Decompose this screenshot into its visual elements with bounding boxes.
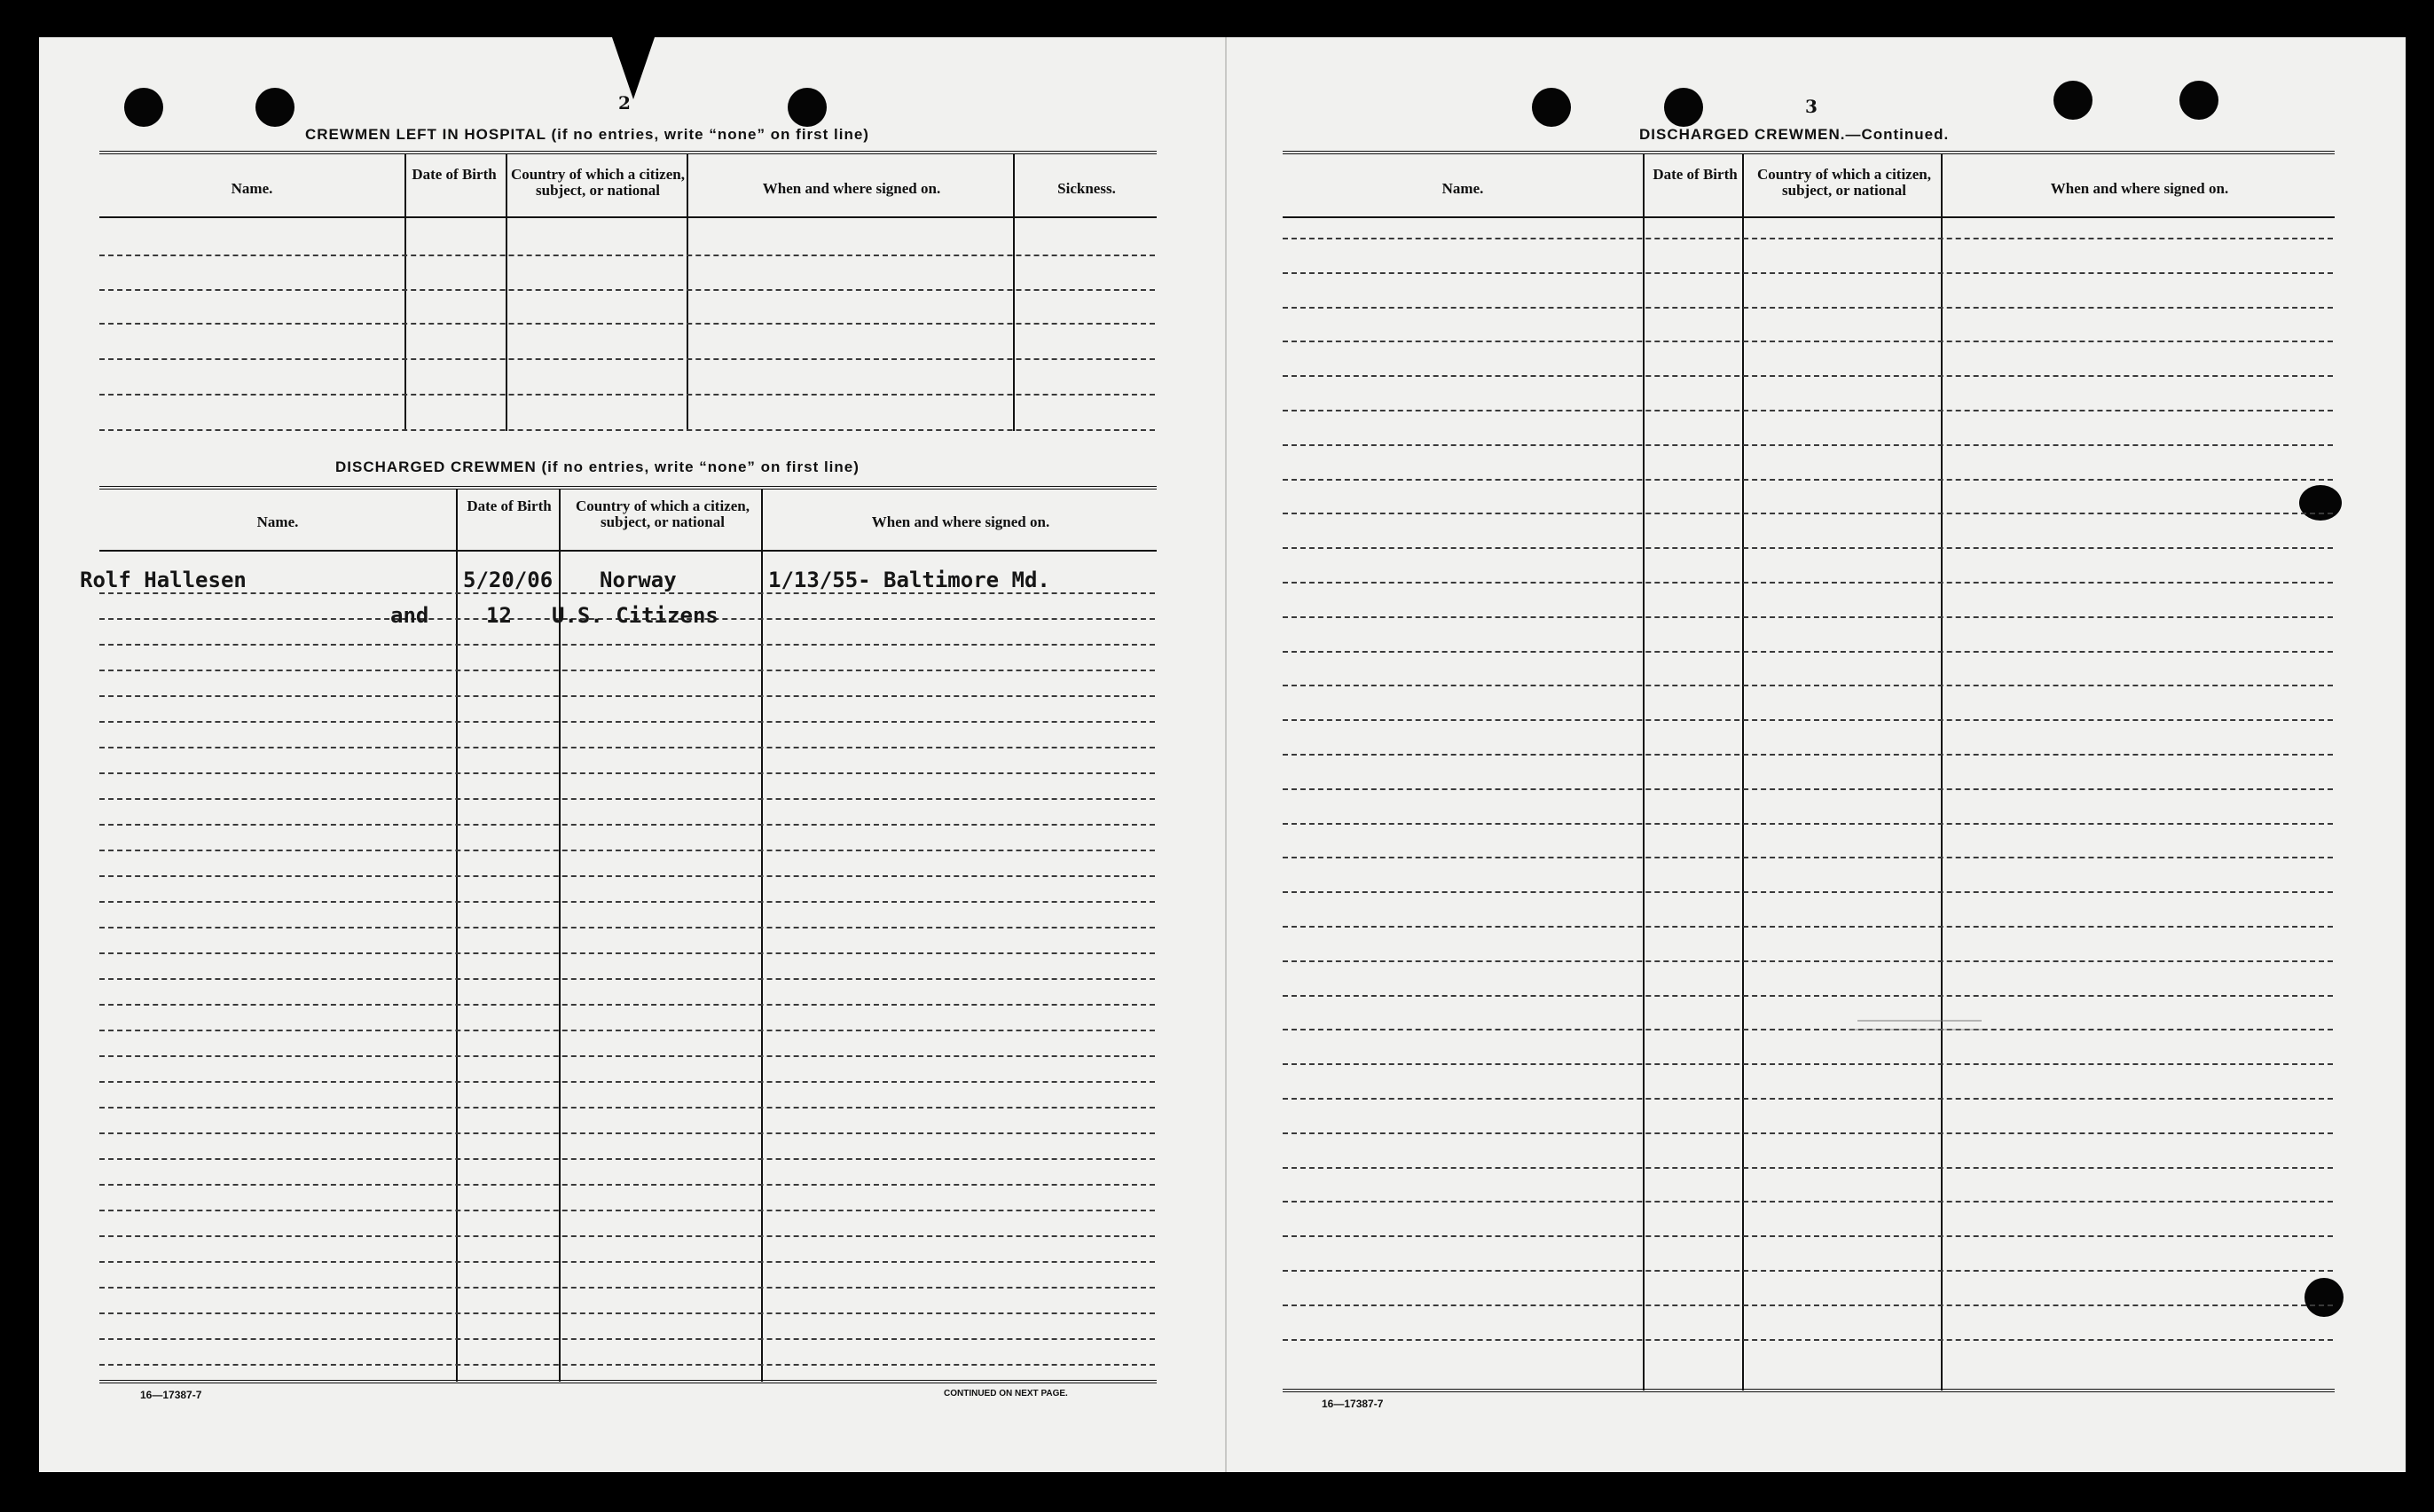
right-col-divider <box>1643 154 1645 1391</box>
discharged-col-name: Name. <box>256 513 299 530</box>
punch-hole-3 <box>788 88 827 127</box>
punch-hole-8 <box>2299 485 2342 521</box>
entry-line <box>99 978 1155 980</box>
entry-line <box>99 670 1155 671</box>
punch-hole-6 <box>2053 81 2092 120</box>
right-col-signed: When and where signed on. <box>2050 180 2229 197</box>
entry-line <box>1283 857 2333 858</box>
entry-line <box>99 1081 1155 1083</box>
entry-line <box>99 1312 1155 1314</box>
entry-line <box>1283 1098 2333 1100</box>
entry-line <box>99 255 1155 256</box>
torn-edge <box>612 37 655 99</box>
entry-line <box>99 1261 1155 1263</box>
hospital-table-top-rule <box>99 151 1157 154</box>
entry-line <box>1283 307 2333 309</box>
entry-line <box>99 798 1155 800</box>
entry-line <box>99 592 1155 594</box>
entry-line <box>99 772 1155 774</box>
discharged-row-1-country: Norway <box>600 568 677 592</box>
entry-line <box>99 1055 1155 1057</box>
entry-line <box>1283 1235 2333 1237</box>
entry-line <box>1283 513 2333 514</box>
entry-line <box>1283 1339 2333 1341</box>
right-col-country: Country of which a citizen, subject, or national <box>1757 166 1931 199</box>
entry-line <box>1283 238 2333 239</box>
punch-hole-9 <box>2304 1278 2344 1317</box>
punch-hole-2 <box>255 88 294 127</box>
discharged-row-2-dob: 12 <box>486 603 512 628</box>
entry-line <box>99 1184 1155 1186</box>
entry-line <box>1283 995 2333 997</box>
right-header-rule <box>1283 216 2335 218</box>
entry-line <box>1283 547 2333 549</box>
hospital-col-country: Country of which a citizen, subject, or national <box>511 166 685 199</box>
discharged-row-2-name: and <box>390 603 429 628</box>
punch-hole-1 <box>124 88 163 127</box>
right-col-name: Name. <box>1441 180 1484 197</box>
entry-line <box>99 875 1155 877</box>
discharged-section-title: DISCHARGED CREWMEN (if no entries, write “none” on first line) <box>335 458 860 475</box>
page-fold <box>1225 37 1227 1472</box>
hospital-col-signed: When and where signed on. <box>762 180 941 197</box>
bleed-through-mark <box>1857 1020 1982 1022</box>
entry-line <box>99 952 1155 954</box>
entry-line <box>1283 375 2333 377</box>
hospital-header-rule <box>99 216 1157 218</box>
entry-line <box>99 1030 1155 1031</box>
discharged-col-divider <box>761 490 763 1382</box>
punch-hole-7 <box>2179 81 2218 120</box>
hospital-col-divider <box>687 154 688 431</box>
entry-line <box>99 721 1155 723</box>
entry-line <box>99 1210 1155 1211</box>
entry-line <box>99 901 1155 903</box>
entry-line <box>99 1364 1155 1366</box>
right-col-divider <box>1742 154 1744 1391</box>
entry-line <box>1283 1304 2333 1306</box>
entry-line <box>1283 926 2333 928</box>
discharged-col-signed: When and where signed on. <box>871 513 1050 530</box>
entry-line <box>1283 1132 2333 1134</box>
entry-line <box>1283 410 2333 411</box>
entry-line <box>1283 1063 2333 1065</box>
entry-line <box>1283 1167 2333 1169</box>
entry-line <box>1283 1270 2333 1272</box>
hospital-col-divider <box>1013 154 1015 431</box>
entry-line <box>99 824 1155 826</box>
entry-line <box>99 429 1155 431</box>
entry-line <box>99 644 1155 646</box>
entry-line <box>99 1338 1155 1340</box>
entry-line <box>99 358 1155 360</box>
page-number-right: 3 <box>1805 96 1818 117</box>
entry-line <box>1283 651 2333 653</box>
bleed-through-mark <box>1849 1029 1982 1030</box>
entry-line <box>1283 1201 2333 1203</box>
entry-line <box>99 1287 1155 1289</box>
entry-line <box>1283 616 2333 618</box>
entry-line <box>99 1235 1155 1237</box>
entry-line <box>99 695 1155 697</box>
entry-line <box>99 1004 1155 1006</box>
hospital-col-name: Name. <box>231 180 273 197</box>
entry-line <box>1283 1029 2333 1030</box>
entry-line <box>1283 582 2333 584</box>
page-number-left: 2 <box>618 92 631 114</box>
left-bottom-rule <box>99 1380 1157 1383</box>
punch-hole-5 <box>1664 88 1703 127</box>
hospital-col-divider <box>404 154 406 431</box>
entry-line <box>1283 685 2333 686</box>
entry-line <box>1283 891 2333 893</box>
entry-line <box>1283 823 2333 825</box>
hospital-section-title: CREWMEN LEFT IN HOSPITAL (if no entries, write “none” on first line) <box>305 126 869 143</box>
entry-line <box>99 850 1155 851</box>
discharged-row-1-name: Rolf Hallesen <box>80 568 247 592</box>
punch-hole-4 <box>1532 88 1571 127</box>
entry-line <box>1283 754 2333 756</box>
entry-line <box>99 1107 1155 1109</box>
discharged-continued-title: DISCHARGED CREWMEN.—Continued. <box>1639 126 1950 143</box>
discharged-row-1-dob: 5/20/06 <box>463 568 554 592</box>
hospital-col-sickness: Sickness. <box>1057 180 1116 197</box>
entry-line <box>1283 960 2333 962</box>
entry-line <box>99 289 1155 291</box>
entry-line <box>1283 341 2333 342</box>
hospital-col-dob: Date of Birth <box>412 166 497 183</box>
entry-line <box>99 323 1155 325</box>
entry-line <box>1283 479 2333 481</box>
form-number-right: 16—17387-7 <box>1322 1398 1384 1410</box>
entry-line <box>99 394 1155 396</box>
hospital-col-divider <box>506 154 507 431</box>
discharged-row-2-country: U.S. Citizens <box>552 603 718 628</box>
right-bottom-rule <box>1283 1389 2335 1392</box>
entry-line <box>1283 719 2333 721</box>
discharged-col-country: Country of which a citizen, subject, or national <box>576 497 750 530</box>
entry-line <box>1283 444 2333 446</box>
entry-line <box>1283 272 2333 274</box>
form-number-left: 16—17387-7 <box>140 1389 202 1401</box>
entry-line <box>99 927 1155 928</box>
discharged-col-divider <box>456 490 458 1382</box>
discharged-row-1-signed-on: 1/13/55- Baltimore Md. <box>768 568 1050 592</box>
right-col-divider <box>1941 154 1943 1391</box>
right-table-top-rule <box>1283 151 2335 154</box>
entry-line <box>99 1132 1155 1134</box>
entry-line <box>99 747 1155 748</box>
continued-note: CONTINUED ON NEXT PAGE. <box>944 1389 1068 1398</box>
discharged-table-top-rule <box>99 486 1157 490</box>
discharged-col-dob: Date of Birth <box>467 497 552 514</box>
right-col-dob: Date of Birth <box>1653 166 1738 183</box>
discharged-header-rule <box>99 550 1157 552</box>
entry-line <box>1283 788 2333 790</box>
entry-line <box>99 1158 1155 1160</box>
